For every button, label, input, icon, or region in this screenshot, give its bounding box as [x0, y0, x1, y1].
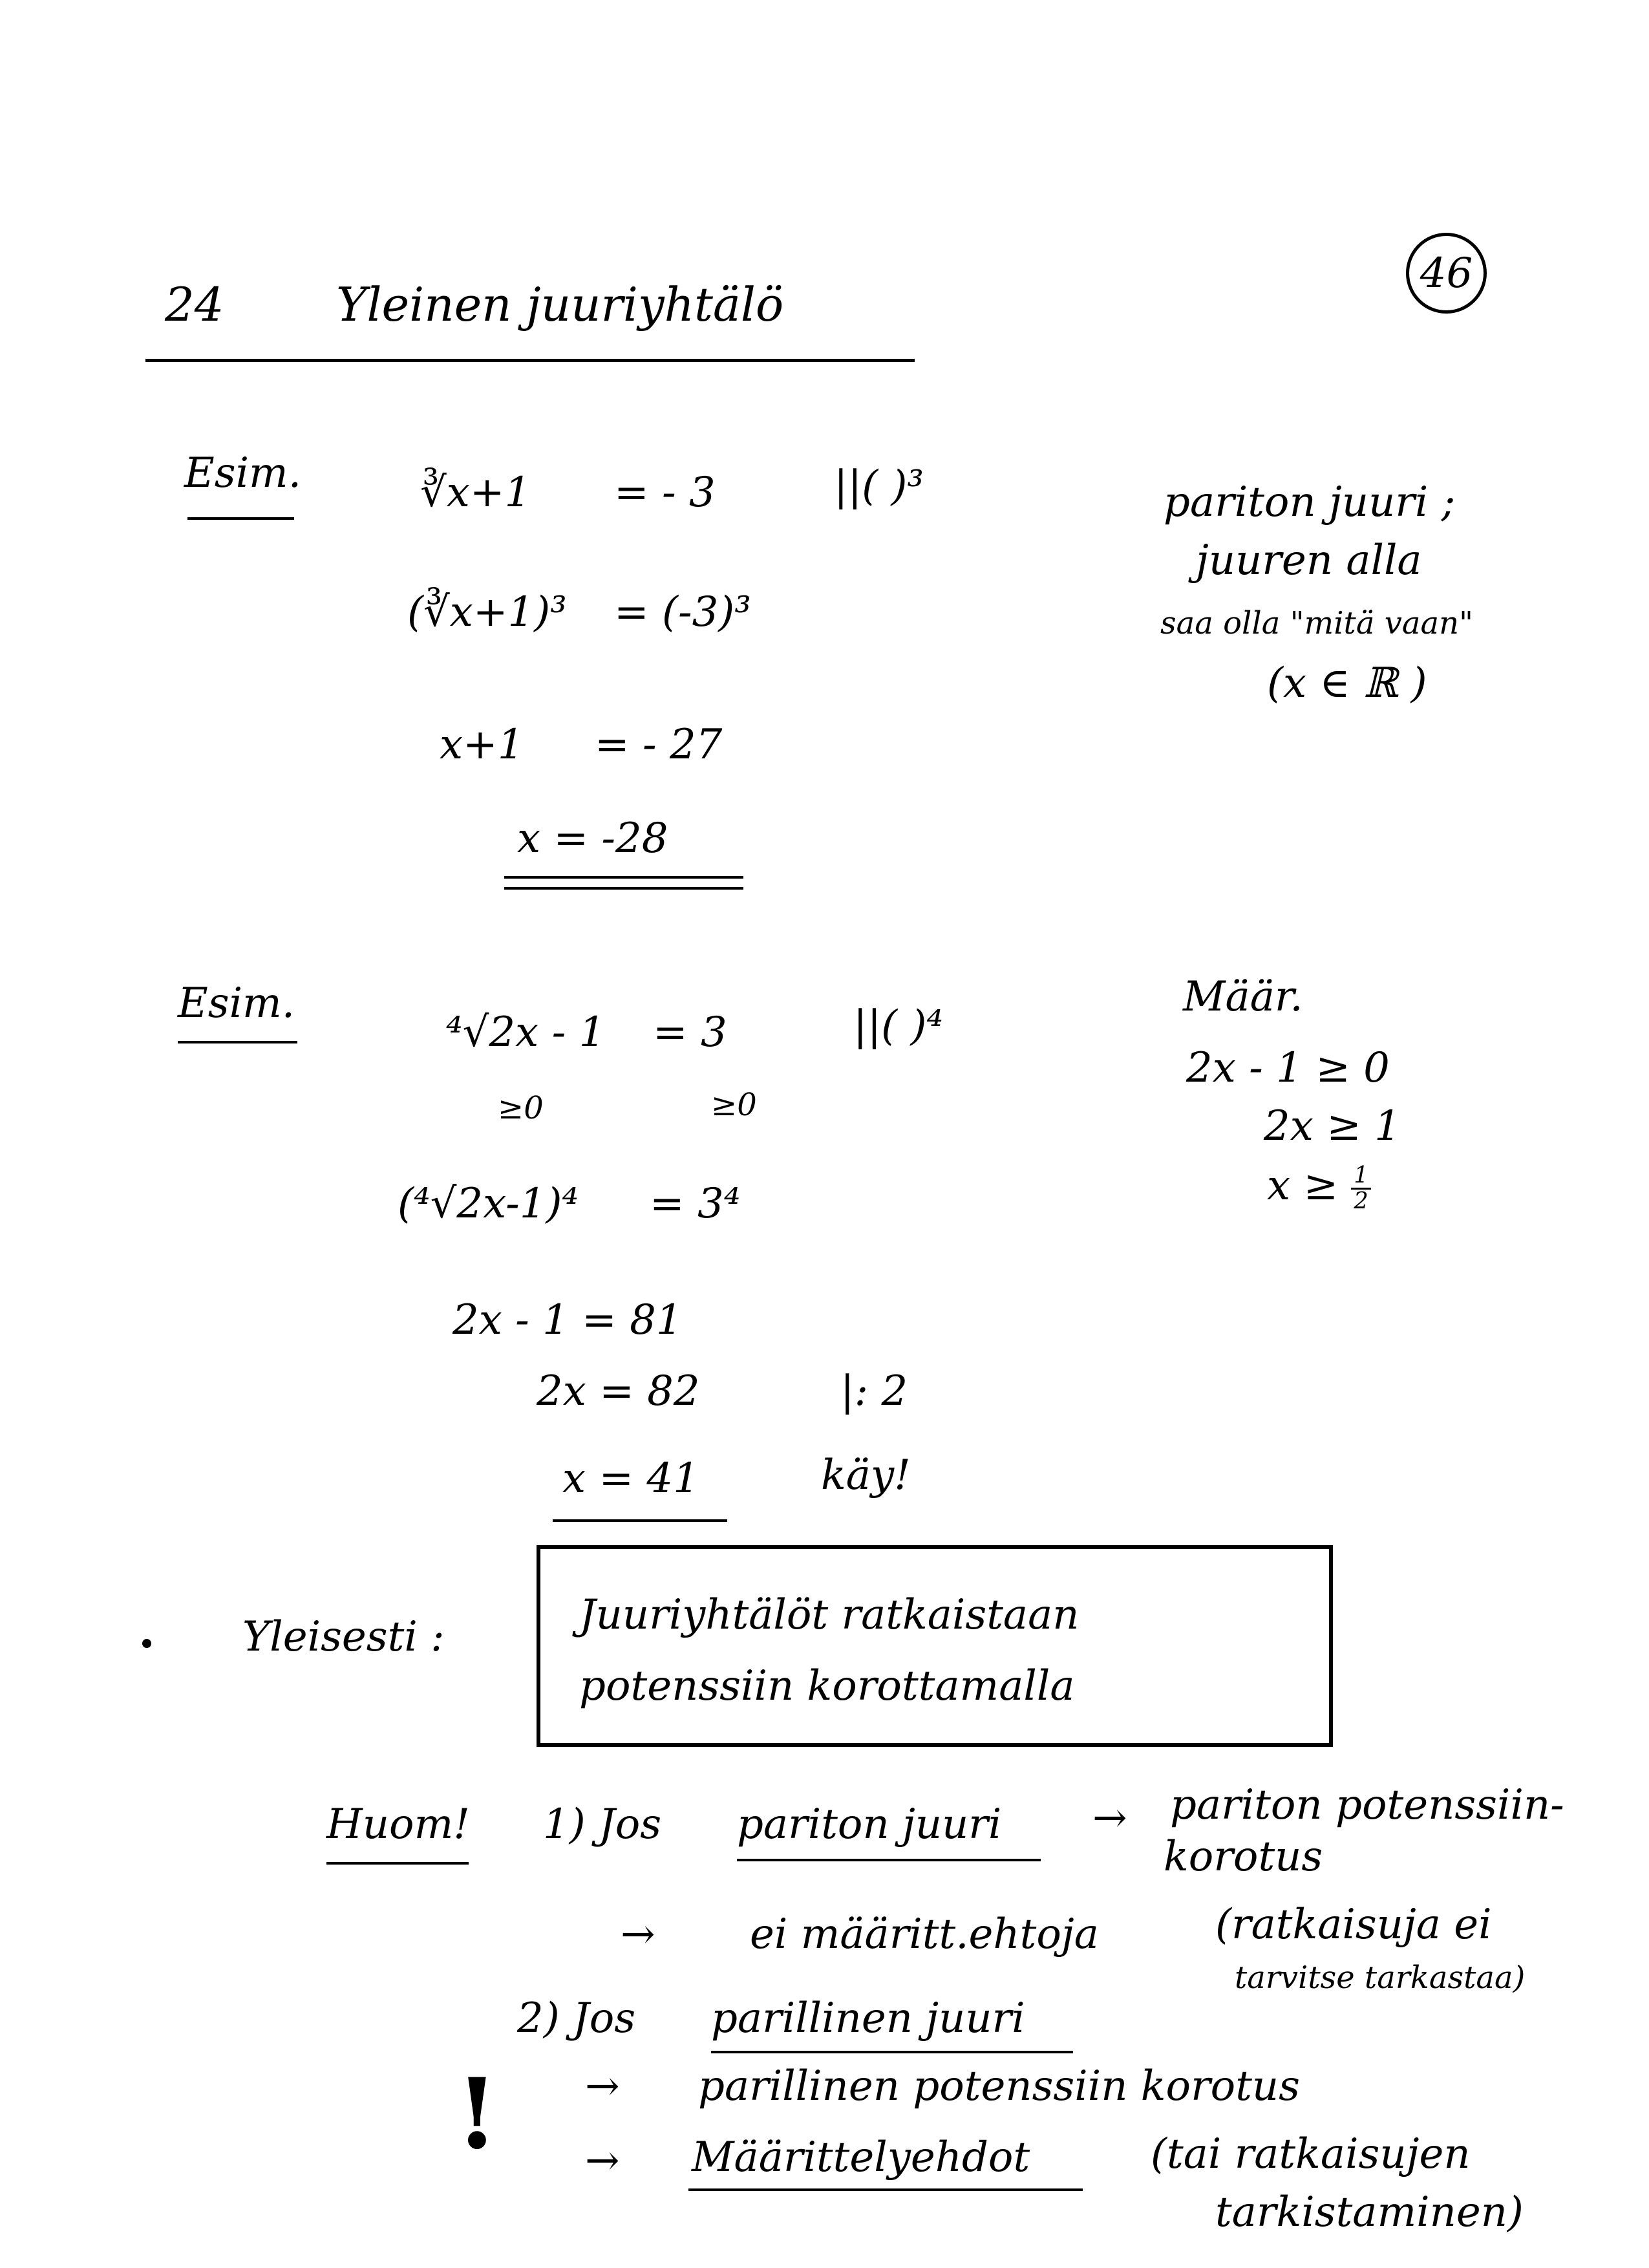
huom-label: Huom!: [326, 1801, 470, 1848]
example2-label-underline: [178, 1041, 297, 1043]
example1-step3-rhs: = - 27: [595, 721, 723, 769]
example2-answer: x = 41: [562, 1455, 699, 1503]
rule2-prefix: 2) Jos: [517, 1995, 636, 2042]
rule1-sub-arrow: →: [621, 1910, 655, 1958]
example2-condition-3-prefix: x ≥: [1267, 1161, 1339, 1210]
rule1-key: pariton juuri: [737, 1801, 1002, 1848]
example1-note-line4: (x ∈ ℝ ): [1267, 659, 1427, 707]
rule2-paren-line2: tarkistaminen): [1215, 2188, 1524, 2236]
example2-lhs-condition: ≥0: [498, 1090, 544, 1126]
rule2-key: parillinen juuri: [711, 1995, 1025, 2042]
example1-note-line3: saa olla "mitä vaan": [1160, 605, 1474, 641]
title-underline: [145, 359, 915, 362]
example2-step1-lhs: ⁴√2x - 1: [446, 1009, 606, 1056]
example1-answer: x = -28: [517, 815, 668, 862]
example2-label: Esim.: [178, 979, 295, 1027]
rule1-sub-text: ei määritt.ehtoja: [750, 1910, 1099, 1958]
fraction-denominator: 2: [1354, 1187, 1368, 1214]
rule1-prefix: 1) Jos: [543, 1801, 662, 1848]
example1-step3-lhs: x+1: [440, 721, 524, 769]
rule2-arrow-1: →: [585, 2062, 620, 2110]
rule1-paren-line2: tarvitse tarkastaa): [1235, 1960, 1526, 1996]
general-rule-line2: potenssiin korottamalla: [579, 1662, 1075, 1710]
example2-step2-rhs: = 3⁴: [650, 1180, 741, 1228]
example2-step4: 2x = 82: [537, 1367, 700, 1415]
example2-answer-note: käy!: [821, 1451, 911, 1499]
example1-label-underline: [187, 517, 294, 520]
rule1-key-underline: [737, 1859, 1041, 1861]
page-title: Yleinen juuriyhtälö: [336, 277, 784, 332]
example2-step4-operation: |: 2: [840, 1367, 908, 1415]
example2-step1-rhs: = 3: [653, 1009, 727, 1056]
page-number: 46: [1420, 249, 1473, 297]
example2-condition-3-fraction: [1351, 1164, 1370, 1214]
example1-step1-lhs: ∛x+1: [420, 469, 531, 517]
general-rule-line1: Juuriyhtälöt ratkaistaan: [579, 1591, 1080, 1639]
example2-answer-underline: [553, 1519, 727, 1522]
rule2-paren-line1: (tai ratkaisujen: [1151, 2130, 1471, 2178]
example1-answer-underline-1: [504, 876, 743, 879]
example1-note-line1: pariton juuri ;: [1164, 478, 1456, 526]
warning-mark: !: [456, 2057, 498, 2171]
example1-note-line2: juuren alla: [1196, 537, 1422, 584]
example2-step3: 2x - 1 = 81: [452, 1296, 683, 1344]
example2-condition-3: [1267, 1161, 1371, 1214]
rule1-result-line2: korotus: [1164, 1833, 1323, 1881]
rule1-arrow: →: [1092, 1794, 1127, 1842]
example2-step2-lhs: (⁴√2x-1)⁴: [398, 1180, 579, 1228]
example1-step2-rhs: = (-3)³: [614, 588, 751, 636]
example1-step1-rhs: = - 3: [614, 469, 716, 517]
example1-label: Esim.: [184, 449, 302, 497]
example1-step1-operation: ||( )³: [834, 462, 924, 510]
example2-rhs-condition: ≥0: [711, 1087, 757, 1123]
huom-underline: [326, 1862, 469, 1865]
example1-answer-underline-2: [504, 887, 743, 890]
example1-step2-lhs: (∛x+1)³: [407, 588, 567, 636]
bullet-dot: [142, 1639, 151, 1648]
rule1-paren-line1: (ratkaisuja ei: [1215, 1901, 1492, 1949]
page-number-badge: [1406, 233, 1487, 314]
rule2-result-2-underline: [688, 2188, 1083, 2191]
rule2-result-1: parillinen potenssiin korotus: [698, 2062, 1300, 2110]
example2-condition-label: Määr.: [1183, 973, 1303, 1021]
example2-condition-1: 2x - 1 ≥ 0: [1186, 1044, 1390, 1092]
rule2-arrow-2: →: [585, 2137, 620, 2185]
example2-condition-2: 2x ≥ 1: [1264, 1102, 1401, 1150]
rule2-key-underline: [711, 2051, 1073, 2053]
rule2-result-2: Määrittelyehdot: [692, 2134, 1030, 2181]
section-number: 24: [165, 277, 224, 332]
general-rule-box: [537, 1545, 1333, 1747]
general-label: Yleisesti :: [242, 1613, 445, 1661]
example2-step1-operation: ||( )⁴: [853, 1002, 944, 1050]
fraction-numerator: 1: [1351, 1164, 1370, 1190]
rule1-result-line1: pariton potenssiin-: [1170, 1781, 1564, 1829]
